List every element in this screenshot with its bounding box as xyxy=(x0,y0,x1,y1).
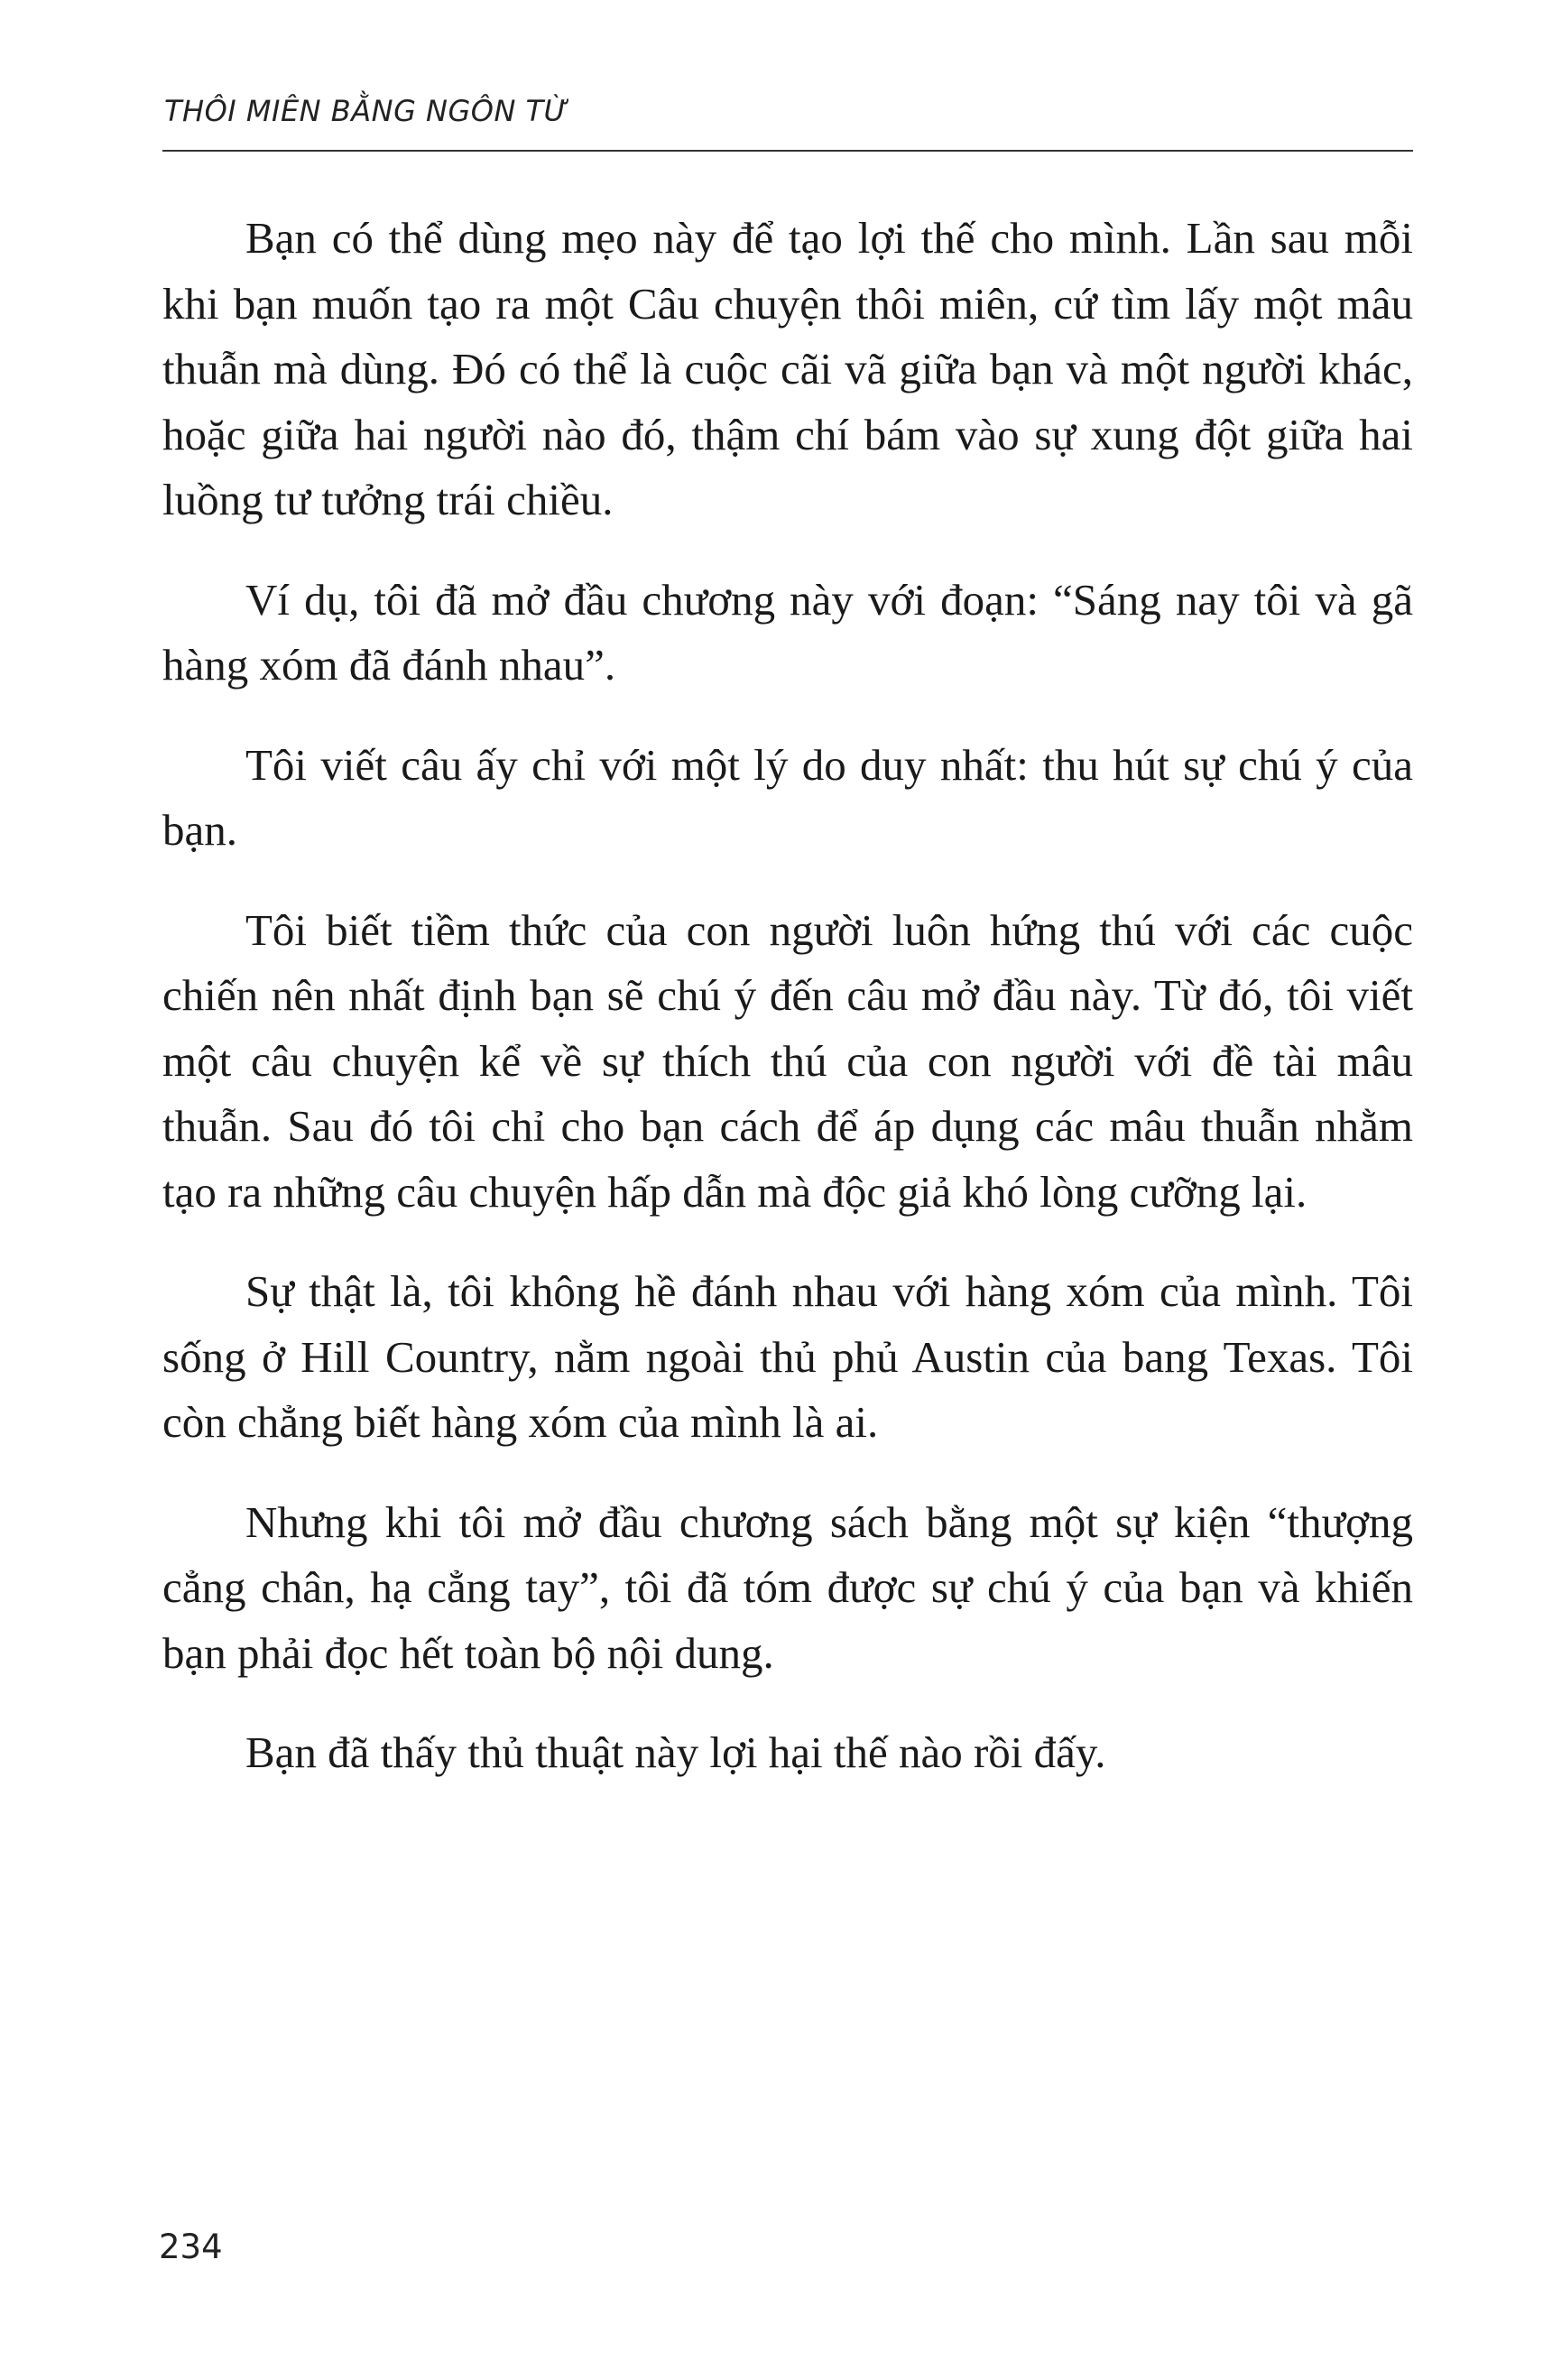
paragraph: Bạn có thể dùng mẹo này để tạo lợi thế cho mình. Lần sau mỗi khi bạn muốn tạo ra một Câu chuyện thôi miên, cứ tìm lấy một mâu thuẫn mà dùng. Đó có thể là cuộc cãi vã giữa bạn và một người khác, hoặc giữa hai người nào đó, thậm chí bám vào sự xung đột giữa hai luồng tư tưởng trái chiều. xyxy=(162,213,1413,524)
page-number: 234 xyxy=(159,2227,223,2266)
body-text xyxy=(162,206,1413,1820)
running-header: THÔI MIÊN BẰNG NGÔN TỪ xyxy=(164,94,568,128)
paragraph: Tôi viết câu ấy chỉ với một lý do duy nhất: thu hút sự chú ý của bạn. xyxy=(162,739,1413,855)
paragraph: Ví dụ, tôi đã mở đầu chương này với đoạn: “Sáng nay tôi và gã hàng xóm đã đánh nhau”. xyxy=(162,574,1413,690)
paragraph: Sự thật là, tôi không hề đánh nhau với hàng xóm của mình. Tôi sống ở Hill Country, nằm ngoài thủ phủ Austin của bang Texas. Tôi còn chẳng biết hàng xóm của mình là ai. xyxy=(162,1266,1413,1447)
paragraph: Bạn đã thấy thủ thuật này lợi hại thế nào rồi đấy. xyxy=(245,1727,1106,1777)
header-rule xyxy=(162,150,1413,152)
paragraph: Tôi biết tiềm thức của con người luôn hứng thú với các cuộc chiến nên nhất định bạn sẽ chú ý đến câu mở đầu này. Từ đó, tôi viết một câu chuyện kể về sự thích thú của con người với đề tài mâu thuẫn. Sau đó tôi chỉ cho bạn cách để áp dụng các mâu thuẫn nhằm tạo ra những câu chuyện hấp dẫn mà độc giả khó lòng cưỡng lại. xyxy=(162,904,1413,1217)
paragraph: Nhưng khi tôi mở đầu chương sách bằng một sự kiện “thượng cẳng chân, hạ cẳng tay”, tôi đã tóm được sự chú ý của bạn và khiến bạn phải đọc hết toàn bộ nội dung. xyxy=(162,1496,1413,1678)
